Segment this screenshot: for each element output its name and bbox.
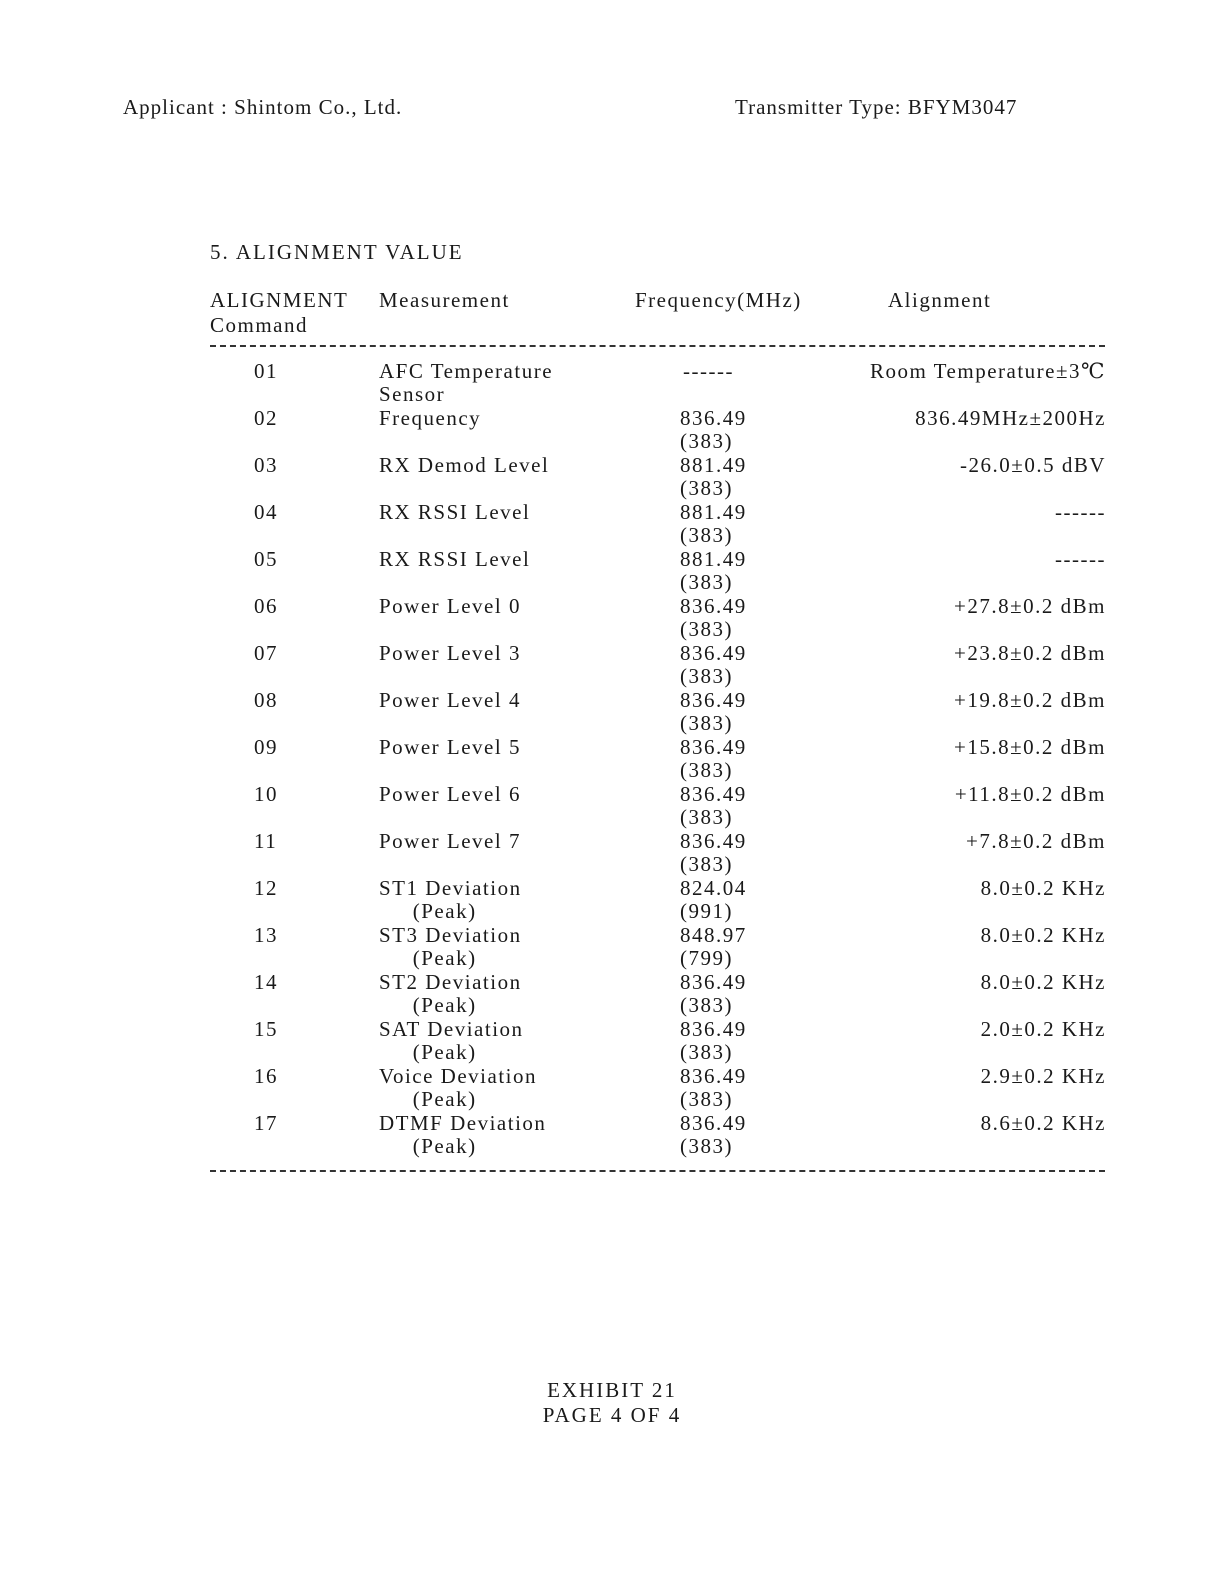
measurement-cell: RX RSSI Level [379, 547, 531, 571]
command-cell: 17 [254, 1111, 278, 1135]
measurement-cell: Frequency [379, 406, 482, 430]
frequency-cell: 836.49 (383) [680, 406, 747, 453]
table-top-rule [210, 345, 1105, 347]
command-cell: 08 [254, 688, 278, 712]
frequency-cell: ------ [683, 359, 734, 383]
alignment-cell: -26.0±0.5 dBV [960, 453, 1106, 477]
table-row [0, 830, 1224, 877]
command-cell: 16 [254, 1064, 278, 1088]
alignment-cell: 8.0±0.2 KHz [980, 923, 1106, 947]
frequency-cell: 881.49 (383) [680, 453, 747, 500]
table-row [0, 642, 1224, 689]
table-row [0, 595, 1224, 642]
table-row [0, 924, 1224, 971]
measurement-cell: AFC Temperature Sensor [379, 359, 554, 406]
table-row [0, 971, 1224, 1018]
command-cell: 12 [254, 876, 278, 900]
measurement-cell: Power Level 3 [379, 641, 521, 665]
measurement-cell: RX Demod Level [379, 453, 550, 477]
measurement-cell: ST3 Deviation (Peak) [379, 923, 522, 970]
frequency-cell: 848.97 (799) [680, 923, 747, 970]
frequency-cell: 836.49 (383) [680, 688, 747, 735]
table-row [0, 689, 1224, 736]
alignment-cell: 836.49MHz±200Hz [915, 406, 1106, 430]
measurement-cell: Power Level 4 [379, 688, 521, 712]
measurement-cell: RX RSSI Level [379, 500, 531, 524]
alignment-cell: 2.9±0.2 KHz [980, 1064, 1106, 1088]
column-header-frequency: Frequency(MHz) [635, 288, 802, 312]
frequency-cell: 836.49 (383) [680, 829, 747, 876]
command-cell: 06 [254, 594, 278, 618]
frequency-cell: 836.49 (383) [680, 594, 747, 641]
measurement-cell: Power Level 7 [379, 829, 521, 853]
measurement-cell: Power Level 5 [379, 735, 521, 759]
frequency-cell: 824.04 (991) [680, 876, 747, 923]
measurement-cell: DTMF Deviation (Peak) [379, 1111, 547, 1158]
table-row [0, 548, 1224, 595]
table-row [0, 407, 1224, 454]
alignment-cell: 8.0±0.2 KHz [980, 970, 1106, 994]
column-header-alignment: Alignment [888, 288, 992, 312]
table-row [0, 454, 1224, 501]
alignment-cell: +19.8±0.2 dBm [954, 688, 1106, 712]
frequency-cell: 836.49 (383) [680, 641, 747, 688]
table-row [0, 736, 1224, 783]
table-row [0, 783, 1224, 830]
frequency-cell: 836.49 (383) [680, 735, 747, 782]
table-bottom-rule [210, 1170, 1105, 1172]
table-row [0, 360, 1224, 407]
command-cell: 04 [254, 500, 278, 524]
command-cell: 14 [254, 970, 278, 994]
alignment-cell: Room Temperature±3℃ [869, 359, 1106, 383]
exhibit-label: EXHIBIT 21 [547, 1378, 677, 1402]
command-cell: 10 [254, 782, 278, 806]
command-cell: 01 [254, 359, 278, 383]
command-cell: 03 [254, 453, 278, 477]
column-header-command: ALIGNMENT Command [210, 288, 349, 337]
alignment-cell: 2.0±0.2 KHz [980, 1017, 1106, 1041]
measurement-cell: Power Level 0 [379, 594, 521, 618]
alignment-cell: +15.8±0.2 dBm [954, 735, 1106, 759]
table-row [0, 877, 1224, 924]
command-cell: 02 [254, 406, 278, 430]
frequency-cell: 836.49 (383) [680, 1017, 747, 1064]
table-row [0, 1065, 1224, 1112]
section-title: 5. ALIGNMENT VALUE [210, 240, 464, 264]
frequency-cell: 836.49 (383) [680, 970, 747, 1017]
measurement-cell: ST2 Deviation (Peak) [379, 970, 522, 1017]
table-row [0, 1018, 1224, 1065]
column-header-measurement: Measurement [379, 288, 510, 312]
measurement-cell: Voice Deviation (Peak) [379, 1064, 537, 1111]
measurement-cell: ST1 Deviation (Peak) [379, 876, 522, 923]
alignment-cell: 8.6±0.2 KHz [980, 1111, 1106, 1135]
measurement-cell: Power Level 6 [379, 782, 521, 806]
command-cell: 11 [254, 829, 278, 853]
frequency-cell: 836.49 (383) [680, 1111, 747, 1158]
alignment-cell: +11.8±0.2 dBm [954, 782, 1106, 806]
alignment-table-body [0, 360, 1224, 1159]
measurement-cell: SAT Deviation (Peak) [379, 1017, 524, 1064]
applicant-header: Applicant : Shintom Co., Ltd. [123, 95, 403, 119]
alignment-cell: +7.8±0.2 dBm [966, 829, 1106, 853]
transmitter-type-header: Transmitter Type: BFYM3047 [735, 95, 1018, 119]
page-number: PAGE 4 OF 4 [542, 1403, 682, 1427]
frequency-cell: 881.49 (383) [680, 500, 747, 547]
command-cell: 05 [254, 547, 278, 571]
alignment-cell: +23.8±0.2 dBm [954, 641, 1106, 665]
command-cell: 09 [254, 735, 278, 759]
command-cell: 07 [254, 641, 278, 665]
frequency-cell: 881.49 (383) [680, 547, 747, 594]
alignment-cell: ------ [1055, 547, 1106, 571]
frequency-cell: 836.49 (383) [680, 1064, 747, 1111]
alignment-cell: ------ [1055, 500, 1106, 524]
alignment-cell: 8.0±0.2 KHz [980, 876, 1106, 900]
command-cell: 13 [254, 923, 278, 947]
alignment-cell: +27.8±0.2 dBm [954, 594, 1106, 618]
table-row [0, 501, 1224, 548]
frequency-cell: 836.49 (383) [680, 782, 747, 829]
command-cell: 15 [254, 1017, 278, 1041]
table-row [0, 1112, 1224, 1159]
